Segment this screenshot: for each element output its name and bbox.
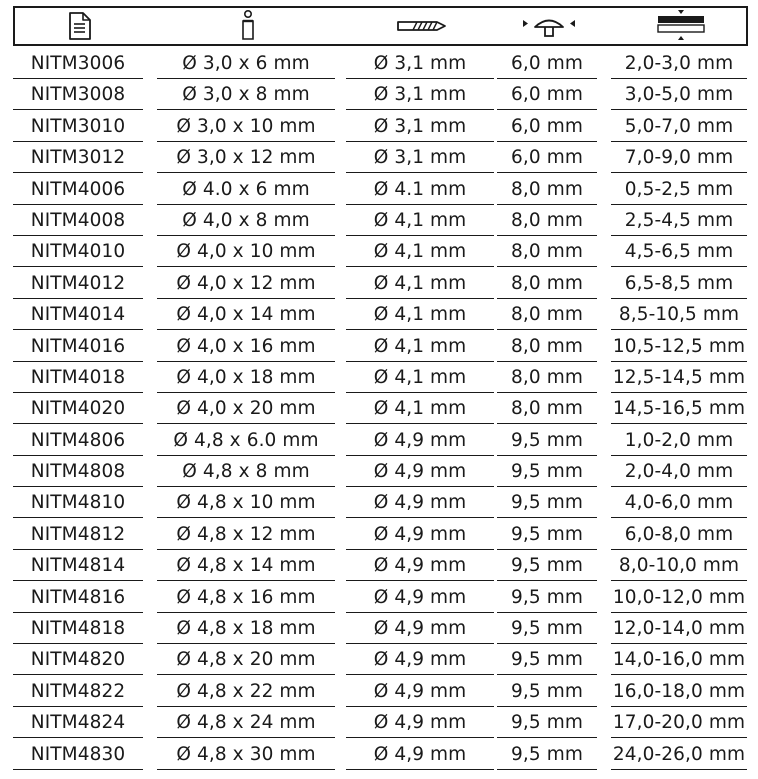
grip-range-cell: 6,0-8,0 mm — [611, 523, 747, 547]
article-number-cell: NITM4810 — [13, 491, 143, 515]
article-number-cell: NITM4006 — [13, 178, 143, 202]
article-number-cell: NITM4820 — [13, 648, 143, 672]
drill-size-cell: Ø 4,9 mm — [346, 523, 494, 547]
grip-range-cell: 24,0-26,0 mm — [612, 743, 746, 765]
head-diameter-cell: 9,5 mm — [497, 586, 597, 610]
document-icon — [15, 8, 145, 44]
article-number-cell: NITM4016 — [13, 335, 143, 359]
grip-range-cell: 0,5-2,5 mm — [611, 178, 747, 202]
table-row — [13, 426, 752, 457]
table-row — [13, 80, 752, 111]
drill-size-cell: Ø 4,1 mm — [346, 335, 494, 359]
article-number-cell: NITM4012 — [13, 272, 143, 296]
grip-range-cell: 6,5-8,5 mm — [611, 272, 747, 296]
table-row — [13, 614, 752, 645]
table-row — [13, 269, 752, 300]
grip-range-cell: 10,5-12,5 mm — [612, 335, 746, 357]
head-diameter-cell: 9,5 mm — [497, 523, 597, 547]
head-diameter-cell: 8,0 mm — [497, 366, 597, 390]
rivet-size-cell: Ø 4,8 x 20 mm — [157, 648, 335, 672]
drill-size-cell: Ø 4,9 mm — [346, 743, 494, 767]
article-number-cell: NITM4010 — [13, 240, 143, 264]
table-row — [13, 143, 752, 174]
head-diameter-cell: 8,0 mm — [497, 209, 597, 233]
drill-size-cell: Ø 4,9 mm — [346, 460, 494, 484]
drill-size-cell: Ø 4,9 mm — [346, 711, 494, 735]
table-row — [13, 677, 752, 708]
head-diameter-cell: 9,5 mm — [497, 554, 597, 578]
table-row — [13, 237, 752, 268]
table-row — [13, 457, 752, 488]
article-number-cell: NITM4020 — [13, 397, 143, 421]
head-diameter-cell: 8,0 mm — [497, 335, 597, 359]
article-number-cell: NITM3008 — [13, 83, 143, 107]
table-row — [13, 740, 752, 771]
article-number-cell: NITM4806 — [13, 429, 143, 453]
table-row — [13, 708, 752, 739]
head-diameter-cell: 8,0 mm — [497, 240, 597, 264]
article-number-cell: NITM4814 — [13, 554, 143, 578]
table-row — [13, 583, 752, 614]
rivet-size-cell: Ø 4,8 x 12 mm — [157, 523, 335, 547]
article-number-cell: NITM3012 — [13, 146, 143, 170]
head-diameter-cell: 8,0 mm — [497, 397, 597, 421]
drill-size-cell: Ø 4,1 mm — [346, 366, 494, 390]
head-diameter-cell: 9,5 mm — [497, 617, 597, 641]
grip-range-cell: 12,0-14,0 mm — [612, 618, 746, 640]
drill-size-cell: Ø 4.1 mm — [346, 178, 494, 202]
table-row — [13, 645, 752, 676]
table-row — [13, 488, 752, 519]
drill-size-cell: Ø 3,1 mm — [346, 83, 494, 107]
rivet-size-cell: Ø 4,0 x 14 mm — [157, 303, 335, 327]
grip-range-cell: 16,0-18,0 mm — [612, 680, 746, 702]
table-header — [13, 6, 748, 46]
drill-size-cell: Ø 4,9 mm — [346, 491, 494, 515]
grip-range-cell: 17,0-20,0 mm — [612, 712, 746, 734]
drill-size-cell: Ø 4,1 mm — [346, 272, 494, 296]
table-body — [13, 49, 752, 771]
drill-size-cell: Ø 3,1 mm — [346, 115, 494, 139]
head-diameter-cell: 8,0 mm — [497, 178, 597, 202]
drill-bit-icon — [348, 8, 496, 44]
article-number-cell: NITM4014 — [13, 303, 143, 327]
drill-size-cell: Ø 4,9 mm — [346, 617, 494, 641]
rivet-size-cell: Ø 4,8 x 16 mm — [157, 586, 335, 610]
table-row — [13, 363, 752, 394]
rivet-length-icon — [159, 8, 337, 44]
rivet-size-cell: Ø 4,8 x 30 mm — [157, 743, 335, 767]
grip-range-cell: 4,0-6,0 mm — [611, 491, 747, 515]
grip-range-icon — [613, 8, 749, 44]
article-number-cell: NITM4816 — [13, 586, 143, 610]
article-number-cell: NITM4812 — [13, 523, 143, 547]
grip-range-cell: 2,0-4,0 mm — [611, 460, 747, 484]
grip-range-cell: 2,5-4,5 mm — [611, 209, 747, 233]
grip-range-cell: 5,0-7,0 mm — [611, 115, 747, 139]
rivet-size-cell: Ø 4,0 x 10 mm — [157, 240, 335, 264]
article-number-cell: NITM4824 — [13, 711, 143, 735]
grip-range-cell: 7,0-9,0 mm — [611, 146, 747, 170]
rivet-size-cell: Ø 4,0 x 16 mm — [157, 335, 335, 359]
head-diameter-cell: 9,5 mm — [497, 460, 597, 484]
grip-range-cell: 12,5-14,5 mm — [612, 366, 746, 388]
drill-size-cell: Ø 4,9 mm — [346, 429, 494, 453]
head-diameter-cell: 6,0 mm — [497, 52, 597, 76]
head-diameter-cell: 8,0 mm — [497, 303, 597, 327]
article-number-cell: NITM3006 — [13, 52, 143, 76]
rivet-size-cell: Ø 3,0 x 10 mm — [157, 115, 335, 139]
grip-range-cell: 4,5-6,5 mm — [611, 240, 747, 264]
table-row — [13, 551, 752, 582]
table-row — [13, 332, 752, 363]
article-number-cell: NITM4008 — [13, 209, 143, 233]
article-number-cell: NITM4808 — [13, 460, 143, 484]
drill-size-cell: Ø 3,1 mm — [346, 146, 494, 170]
rivet-size-cell: Ø 3,0 x 8 mm — [157, 83, 335, 107]
drill-size-cell: Ø 4,9 mm — [346, 586, 494, 610]
table-row — [13, 175, 752, 206]
head-diameter-cell: 9,5 mm — [497, 711, 597, 735]
table-row — [13, 394, 752, 425]
drill-size-cell: Ø 4,1 mm — [346, 397, 494, 421]
head-diameter-cell: 9,5 mm — [497, 680, 597, 704]
grip-range-cell: 14,5-16,5 mm — [612, 398, 746, 420]
rivet-size-cell: Ø 4,8 x 22 mm — [157, 680, 335, 704]
drill-size-cell: Ø 4,9 mm — [346, 648, 494, 672]
rivet-size-cell: Ø 4,8 x 6.0 mm — [157, 429, 335, 453]
head-diameter-cell: 9,5 mm — [497, 429, 597, 453]
rivet-size-cell: Ø 4,8 x 14 mm — [157, 554, 335, 578]
head-diameter-cell: 8,0 mm — [497, 272, 597, 296]
grip-range-cell: 8,5-10,5 mm — [611, 303, 747, 327]
drill-size-cell: Ø 4,1 mm — [346, 240, 494, 264]
grip-range-cell: 3,0-5,0 mm — [611, 83, 747, 107]
drill-size-cell: Ø 4,1 mm — [346, 303, 494, 327]
article-number-cell: NITM4018 — [13, 366, 143, 390]
table-row — [13, 206, 752, 237]
rivet-head-icon — [499, 8, 599, 44]
drill-size-cell: Ø 4,9 mm — [346, 680, 494, 704]
head-diameter-cell: 9,5 mm — [497, 648, 597, 672]
rivet-size-cell: Ø 4,0 x 18 mm — [157, 366, 335, 390]
rivet-size-cell: Ø 4,8 x 18 mm — [157, 617, 335, 641]
grip-range-cell: 14,0-16,0 mm — [612, 649, 746, 671]
rivet-size-cell: Ø 4.0 x 6 mm — [157, 178, 335, 202]
rivet-size-cell: Ø 4,8 x 10 mm — [157, 491, 335, 515]
table-row — [13, 520, 752, 551]
head-diameter-cell: 6,0 mm — [497, 146, 597, 170]
head-diameter-cell: 6,0 mm — [497, 115, 597, 139]
article-number-cell: NITM4818 — [13, 617, 143, 641]
rivet-size-cell: Ø 3,0 x 6 mm — [157, 52, 335, 76]
article-number-cell: NITM4830 — [13, 743, 143, 767]
rivet-size-cell: Ø 4,0 x 12 mm — [157, 272, 335, 296]
grip-range-cell: 2,0-3,0 mm — [611, 52, 747, 76]
table-row — [13, 49, 752, 80]
head-diameter-cell: 9,5 mm — [497, 743, 597, 767]
drill-size-cell: Ø 3,1 mm — [346, 52, 494, 76]
head-diameter-cell: 9,5 mm — [497, 491, 597, 515]
rivet-size-cell: Ø 4,8 x 24 mm — [157, 711, 335, 735]
grip-range-cell: 1,0-2,0 mm — [611, 429, 747, 453]
grip-range-cell: 8,0-10,0 mm — [611, 554, 747, 578]
rivet-size-cell: Ø 4,8 x 8 mm — [157, 460, 335, 484]
table-row — [13, 112, 752, 143]
rivet-size-cell: Ø 3,0 x 12 mm — [157, 146, 335, 170]
article-number-cell: NITM3010 — [13, 115, 143, 139]
drill-size-cell: Ø 4,1 mm — [346, 209, 494, 233]
article-number-cell: NITM4822 — [13, 680, 143, 704]
table-row — [13, 300, 752, 331]
rivet-size-cell: Ø 4,0 x 8 mm — [157, 209, 335, 233]
rivet-size-cell: Ø 4,0 x 20 mm — [157, 397, 335, 421]
grip-range-cell: 10,0-12,0 mm — [612, 586, 746, 608]
drill-size-cell: Ø 4,9 mm — [346, 554, 494, 578]
head-diameter-cell: 6,0 mm — [497, 83, 597, 107]
